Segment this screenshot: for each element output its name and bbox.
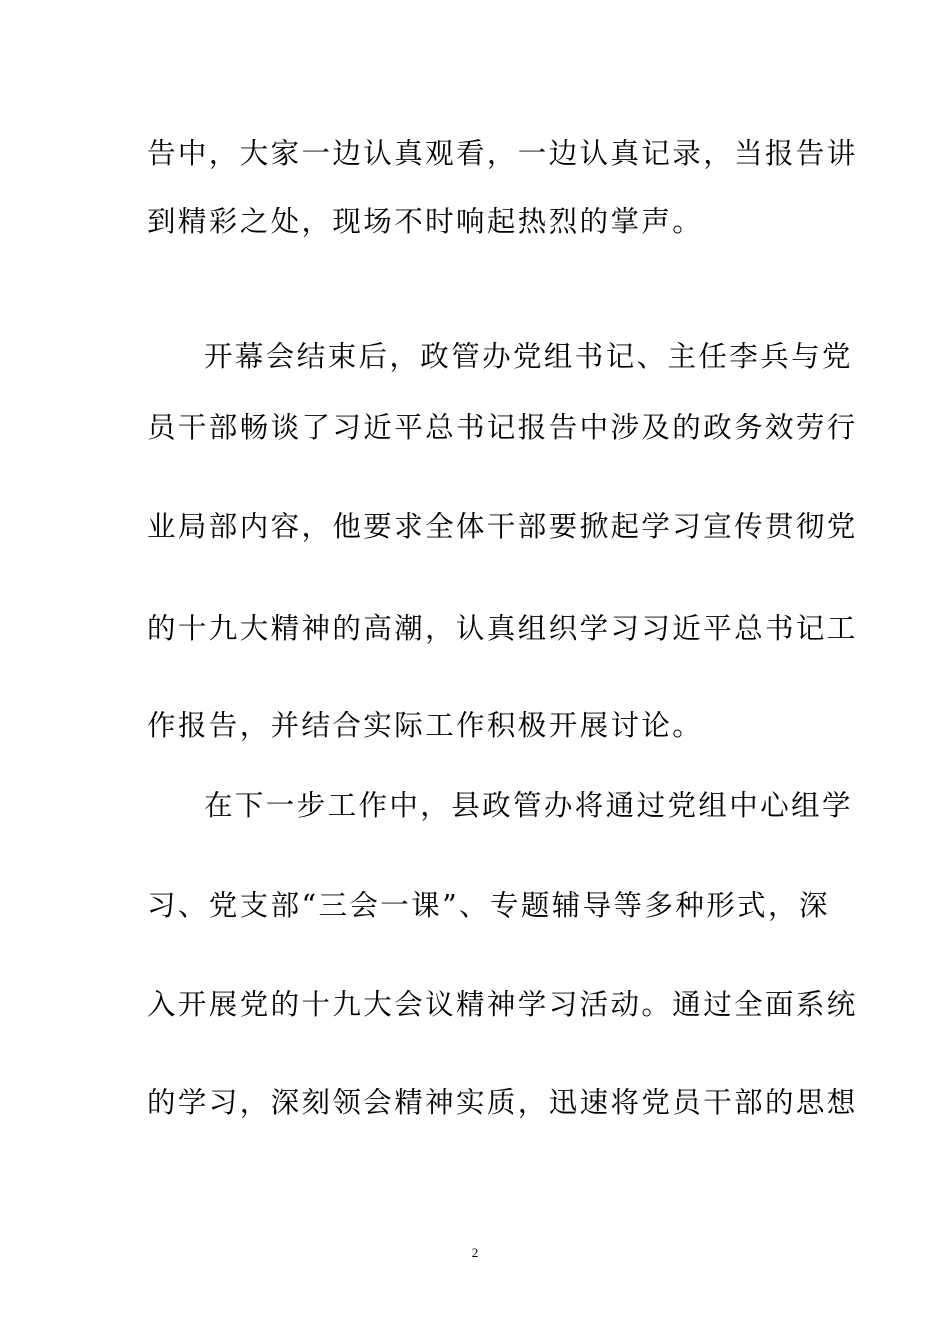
paragraph-line: 在下一步工作中，县政管办将通过党组中心组学	[204, 789, 853, 822]
paragraph-line: 入开展党的十九大会议精神学习活动。通过全面系统	[147, 988, 858, 1021]
paragraph-line: 业局部内容，他要求全体干部要掀起学习宣传贯彻党	[147, 510, 858, 543]
paragraph-line: 到精彩之处，现场不时响起热烈的掌声。	[147, 205, 704, 238]
paragraph-line: 开幕会结束后，政管办党组书记、主任李兵与党	[204, 340, 853, 373]
paragraph-line: 员干部畅谈了习近平总书记报告中涉及的政务效劳行	[147, 411, 858, 444]
paragraph-line: 作报告，并结合实际工作积极开展讨论。	[147, 709, 704, 742]
paragraph-line: 的学习，深刻领会精神实质，迅速将党员干部的思想	[147, 1086, 858, 1119]
paragraph-line: 的十九大精神的高潮，认真组织学习习近平总书记工	[147, 612, 858, 645]
paragraph-line: 告中，大家一边认真观看，一边认真记录，当报告讲	[147, 137, 858, 170]
page-number: 2	[471, 1245, 479, 1260]
paragraph-line: 习、党支部“三会一课”、专题辅导等多种形式，深	[147, 889, 830, 922]
